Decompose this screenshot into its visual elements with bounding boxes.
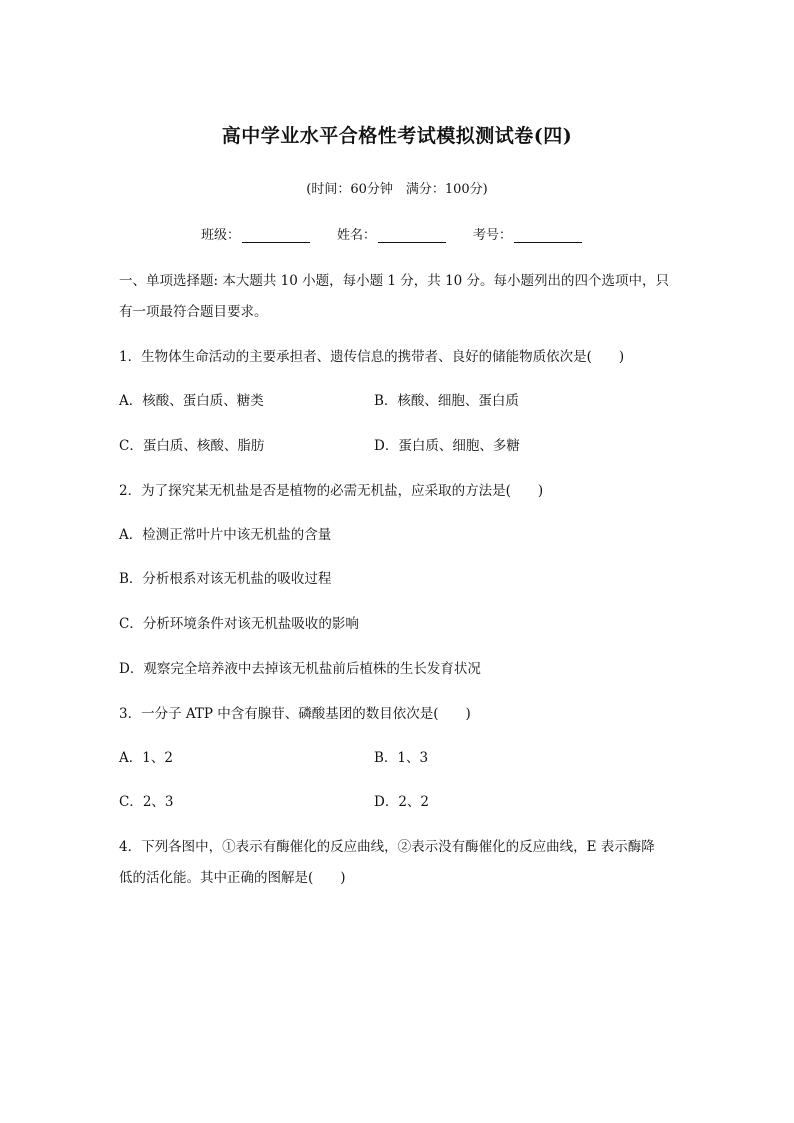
question-2-stem: 2．为了探究某无机盐是否是植物的必需无机盐，应采取的方法是( ) (119, 483, 544, 499)
number-field (473, 224, 582, 243)
question-3-option-c: C．2、3 (119, 794, 174, 810)
question-3-option-b: B．1、3 (374, 750, 429, 766)
section-heading-line2: 有一项最符合题目要求。 (119, 304, 268, 320)
question-1-option-a: A．核酸、蛋白质、糖类 (119, 393, 264, 409)
section-heading-line1: 一、单项选择题: 本大题共 10 小题，每小题 1 分，共 10 分。每小题列出的四个选项中，只 (119, 273, 670, 289)
name-label: 姓名： (337, 228, 377, 243)
question-4-stem-line1: 4．下列各图中，①表示有酶催化的反应曲线，②表示没有酶催化的反应曲线，E 表示酶降 (119, 839, 655, 855)
name-blank (378, 228, 446, 243)
page-title: 高中学业水平合格性考试模拟测试卷(四) (221, 125, 573, 147)
number-label: 考号： (473, 228, 513, 243)
class-label: 班级： (201, 228, 241, 243)
question-3-option-a: A．1、2 (119, 750, 173, 766)
exam-time-score: (时间：60分钟 满分：100分) (306, 182, 488, 197)
question-3-stem: 3．一分子 ATP 中含有腺苷、磷酸基团的数目依次是( ) (119, 706, 471, 722)
student-info-row (201, 224, 609, 243)
name-field (337, 224, 446, 243)
question-1-option-c: C．蛋白质、核酸、脂肪 (119, 438, 265, 454)
question-1-option-b: B．核酸、细胞、蛋白质 (374, 393, 519, 409)
class-field (201, 224, 310, 243)
question-2-option-b: B．分析根系对该无机盐的吸收过程 (119, 571, 332, 587)
question-2-option-d: D．观察完全培养液中去掉该无机盐前后植株的生长发育状况 (119, 661, 481, 677)
question-2-option-a: A．检测正常叶片中该无机盐的含量 (119, 527, 332, 543)
question-4-stem-line2: 低的活化能。其中正确的图解是( ) (119, 870, 346, 886)
question-2-option-c: C．分析环境条件对该无机盐吸收的影响 (119, 616, 359, 632)
question-1-option-d: D．蛋白质、细胞、多糖 (374, 438, 520, 454)
number-blank (514, 228, 582, 243)
class-blank (242, 228, 310, 243)
question-3-option-d: D．2、2 (374, 794, 430, 810)
question-1-stem: 1．生物体生命活动的主要承担者、遗传信息的携带者、良好的储能物质依次是( ) (119, 349, 625, 365)
